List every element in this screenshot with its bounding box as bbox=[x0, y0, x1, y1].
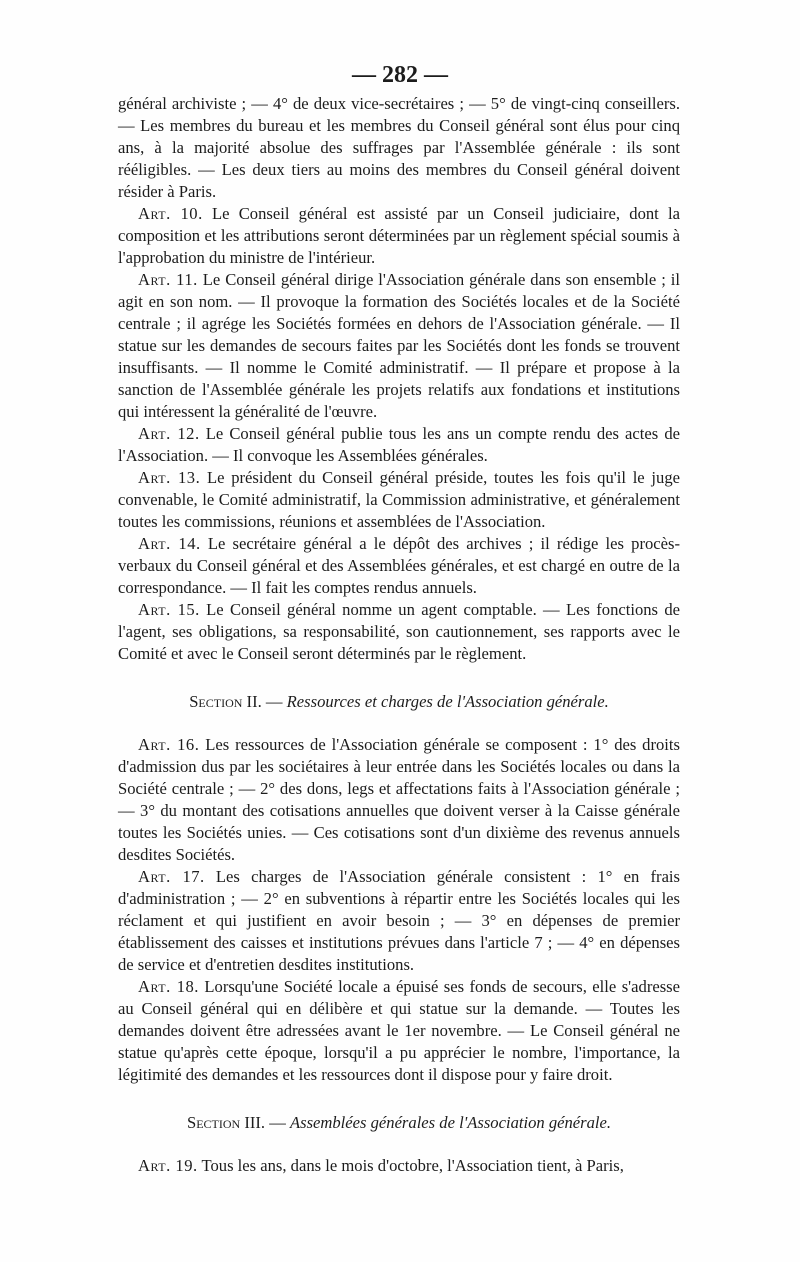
section-title: Ressources et charges de l'Association générale. bbox=[286, 692, 609, 711]
article-label: Art. 19. bbox=[138, 1156, 198, 1175]
article-paragraph bbox=[118, 599, 680, 665]
article-text: Le président du Conseil général préside, toutes les fois qu'il le juge convenable, le Comité administratif, la Commission administrative, et généralement toutes les commissions, réunions et assemblées de l'Association. bbox=[118, 468, 680, 531]
article-paragraph bbox=[118, 269, 680, 423]
section-title: Assemblées générales de l'Association générale. bbox=[289, 1113, 612, 1132]
article-label: Art. 11. bbox=[138, 270, 198, 289]
article-label: Art. 17. bbox=[138, 867, 205, 886]
section-label: Section III. — bbox=[186, 1113, 286, 1132]
article-label: Art. 16. bbox=[138, 735, 200, 754]
continuation-paragraph: général archiviste ; — 4° de deux vice-secrétaires ; — 5° de vingt-cinq conseillers. — Les membres du bureau et les membres du Conseil général sont élus pour cinq ans, à la majorité absolue des suffrages par l'Assemblée générale : ils sont rééligibles. — Les deux tiers au moins des membres du Conseil général doivent résider à Paris. bbox=[118, 94, 680, 201]
article-text: Le Conseil général nomme un agent comptable. — Les fonctions de l'agent, ses obligations, sa responsabilité, son cautionnement, ses rapports avec le Comité et avec le Conseil seront déterminés par le règlement. bbox=[118, 600, 680, 663]
article-label: Art. 10. bbox=[138, 204, 203, 223]
article-paragraph bbox=[118, 533, 680, 599]
section-heading-3 bbox=[118, 1112, 680, 1134]
page-number: — 282 — bbox=[352, 62, 448, 88]
article-label: Art. 14. bbox=[138, 534, 201, 553]
articles-group-b bbox=[118, 734, 680, 1086]
article-text: Tous les ans, dans le mois d'octobre, l'Association tient, à Paris, bbox=[201, 1156, 624, 1175]
article-text: Lorsqu'une Société locale a épuisé ses fonds de secours, elle s'adresse au Conseil général qui en délibère et qui statue sur la demande. — Toutes les demandes doivent être adressées avant le 1er novembre. — Le Conseil général ne statue qu'après cette époque, lorsqu'il a pu apprécier le nombre, l'importance, la légitimité des demandes et les ressources dont il dispose pour y faire droit. bbox=[118, 977, 680, 1084]
articles-group-a bbox=[118, 203, 680, 665]
articles-group-c bbox=[118, 1155, 680, 1177]
article-paragraph bbox=[118, 1155, 680, 1177]
article-label: Art. 15. bbox=[138, 600, 200, 619]
article-text: Le Conseil général dirige l'Association générale dans son ensemble ; il agit en son nom. — Il provoque la formation des Sociétés locales et de la Société centrale ; il agrége les Sociétés formées en dehors de l'Association générale. — Il statue sur les demandes de secours faites par les Sociétés dont les fonds se trouvent insuffisants. — Il nomme le Comité administratif. — Il prépare et propose à la sanction de l'Assemblée générale les projets relatifs aux fondations et institutions qui intéressent la généralité de l'œuvre. bbox=[118, 270, 680, 421]
article-text: Le Conseil général est assisté par un Conseil judiciaire, dont la composition et les attributions seront déterminées par un règlement spécial soumis à l'approbation du ministre de l'intérieur. bbox=[118, 204, 680, 267]
section-heading-2 bbox=[118, 691, 680, 713]
article-paragraph bbox=[118, 423, 680, 467]
article-paragraph bbox=[118, 734, 680, 866]
page-body bbox=[118, 93, 680, 1177]
article-paragraph bbox=[118, 467, 680, 533]
article-paragraph bbox=[118, 976, 680, 1086]
article-text: Le Conseil général publie tous les ans un compte rendu des actes de l'Association. — Il convoque les Assemblées générales. bbox=[118, 424, 680, 465]
article-label: Art. 13. bbox=[138, 468, 201, 487]
article-paragraph bbox=[118, 203, 680, 269]
article-text: Le secrétaire général a le dépôt des archives ; il rédige les procès-verbaux du Conseil général et des Assemblées générales, et est chargé en outre de la correspondance. — Il fait les comptes rendus annuels. bbox=[118, 534, 680, 597]
article-text: Les ressources de l'Association générale se composent : 1° des droits d'admission dus par les sociétaires à leur entrée dans les Sociétés locales ou dans la Société centrale ; — 2° des dons, legs et affectations faits à l'Association générale ; — 3° du montant des cotisations annuelles que doivent verser à la Caisse générale toutes les Sociétés unies. — Ces cotisations sont d'un dixième des revenus annuels desdites Sociétés. bbox=[118, 735, 680, 864]
article-text: Les charges de l'Association générale consistent : 1° en frais d'administration ; — 2° en subventions à répartir entre les Sociétés locales qui les réclament et qui justifient en avoir besoin ; — 3° en dépenses de premier établissement des caisses et institutions prévues dans l'article 7 ; — 4° en dépenses de service et d'entretien desdites institutions. bbox=[118, 867, 680, 974]
section-label: Section II. — bbox=[189, 692, 283, 711]
article-paragraph bbox=[118, 866, 680, 976]
article-label: Art. 12. bbox=[138, 424, 200, 443]
article-label: Art. 18. bbox=[138, 977, 199, 996]
